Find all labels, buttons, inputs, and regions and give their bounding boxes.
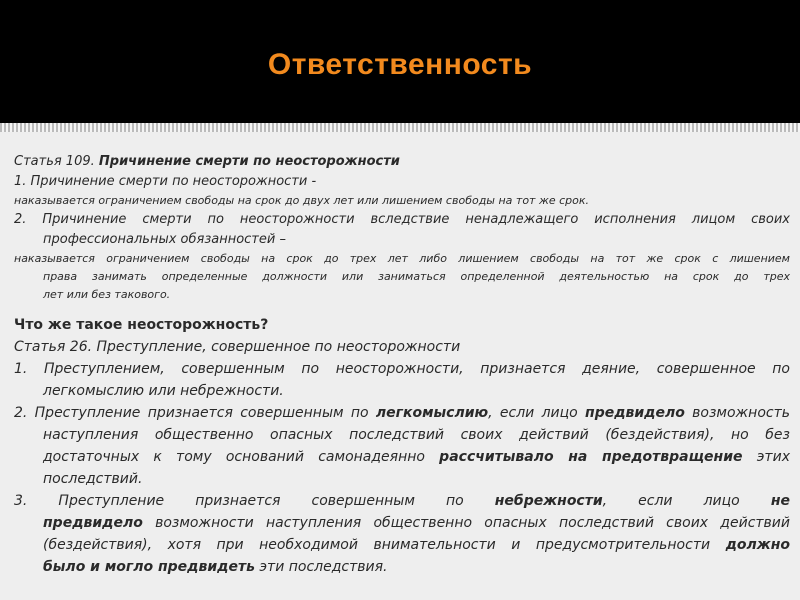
article-26-part-2-line-3: достаточных к тому оснований самонадеянно рассчитывало на предотвращение этих	[43, 449, 790, 465]
article-26-part-1-line-1: 1. Преступлением, совершенным по неосторожности, признается деяние, совершенное по	[14, 361, 790, 377]
divider	[0, 123, 800, 132]
article-26-part-3-line-1: 3. Преступление признается совершенным по небрежности, если лицо не	[14, 493, 790, 509]
article-26-part-2-line-4: последствий.	[43, 471, 143, 487]
term-nebrezhnost: небрежности	[494, 493, 603, 509]
article-109-part-1-penalty: наказывается ограничением свободы на срок до двух лет или лишением свободы на тот же срок.	[14, 194, 590, 207]
slide-body	[14, 152, 790, 578]
article-109-part-2-penalty-line-1: наказывается ограничением свободы на срок до трех лет либо лишением свободы на тот же срок с лишением	[14, 252, 790, 265]
article-109-heading: Статья 109. Причинение смерти по неосторожности	[14, 154, 400, 169]
article-26-part-3-line-3: (бездействия), хотя при необходимой внимательности и предусмотрительности должно	[43, 537, 790, 553]
article-109-part-2-penalty-line-2: права занимать определенные должности или заниматься определенной деятельностью на срок до трех	[43, 270, 790, 283]
term-legkomyslie: легкомыслию	[375, 405, 489, 421]
article-26-part-3-line-2: предвидело возможности наступления общественно опасных последствий своих действий	[43, 515, 790, 531]
article-109-part-1: 1. Причинение смерти по неосторожности -	[14, 174, 317, 189]
question-heading: Что же такое неосторожность?	[14, 317, 269, 333]
article-26-part-3-line-4: было и могло предвидеть эти последствия.	[43, 559, 388, 575]
article-109-title: Причинение смерти по неосторожности	[98, 154, 400, 169]
article-26-heading: Статья 26. Преступление, совершенное по неосторожности	[14, 339, 461, 355]
article-26-part-1-line-2: легкомыслию или небрежности.	[43, 383, 284, 399]
article-109-part-2-penalty-line-3: лет или без такового.	[43, 288, 171, 301]
article-26-part-2-line-2: наступления общественно опасных последствий своих действий (бездействия), но без	[43, 427, 790, 443]
article-109-part-2-line-2: профессиональных обязанностей –	[43, 232, 286, 247]
article-26-part-2-line-1: 2. Преступление признается совершенным по легкомыслию, если лицо предвидело возможность	[14, 405, 790, 421]
slide-title: Ответственность	[267, 48, 533, 81]
article-109-part-2-line-1: 2. Причинение смерти по неосторожности вследствие ненадлежащего исполнения лицом своих	[14, 212, 790, 227]
